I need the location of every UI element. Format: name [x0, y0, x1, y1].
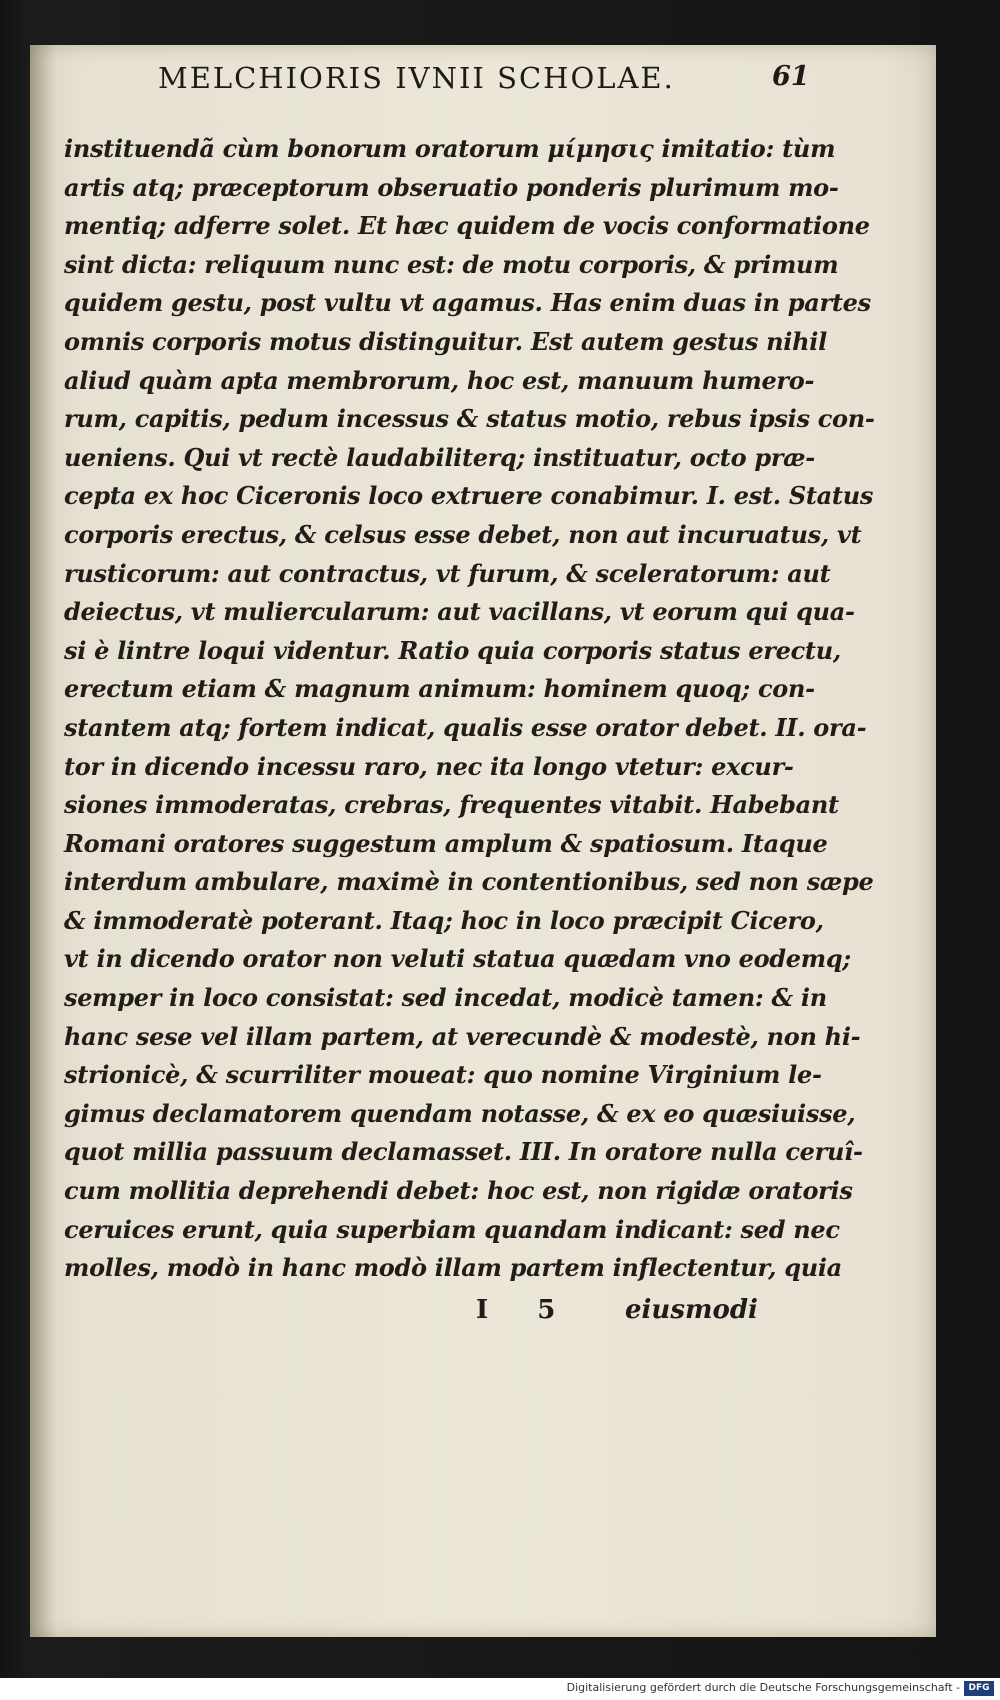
funding-credit: Digitalisierung gefördert durch die Deutsche Forschungsgemeinschaft -	[566, 1681, 960, 1694]
text-line: deiectus, vt muliercularum: aut vacillans, vt eorum qui qua-	[64, 597, 855, 627]
text-line: mentiq; adferre solet. Et hæc quidem de vocis conformatione	[64, 211, 870, 241]
text-line: instituendã cùm bonorum oratorum μίμησις imitatio: tùm	[64, 134, 836, 163]
text-line: vt in dicendo orator non veluti statua quædam vno eodemq;	[64, 944, 851, 974]
text-line: quot millia passuum declamasset. III. In oratore nulla ceruî-	[64, 1137, 863, 1167]
text-line: erectum etiam & magnum animum: hominem quoq; con-	[64, 674, 815, 704]
folio-number: 61	[772, 61, 810, 92]
page-footer-row	[30, 1295, 936, 1339]
text-line: Romani oratores suggestum amplum & spatiosum. Itaque	[64, 828, 828, 858]
dfg-logo-icon: DFG	[964, 1681, 994, 1696]
text-line: ceruices erunt, quia superbiam quandam indicant: sed nec	[64, 1214, 840, 1244]
text-line: & immoderatè poterant. Itaq; hoc in loco præcipit Cicero,	[64, 905, 824, 935]
body-text	[64, 130, 875, 1288]
text-line: interdum ambulare, maximè in contentionibus, sed non sæpe	[64, 867, 874, 897]
text-line: tor in dicendo incessu raro, nec ita longo vtetur: excur-	[64, 751, 794, 781]
text-line: molles, modò in hanc modò illam partem inflectentur, quia	[64, 1253, 842, 1283]
text-line: cum mollitia deprehendi debet: hoc est, non rigidæ oratoris	[64, 1176, 853, 1206]
text-line: hanc sese vel illam partem, at verecundè & modestè, non hi-	[64, 1021, 861, 1051]
text-line: si è lintre loqui videntur. Ratio quia corporis status erectu,	[64, 635, 841, 665]
text-line: aliud quàm apta membrorum, hoc est, manuum humero-	[64, 365, 815, 395]
text-line: rum, capitis, pedum incessus & status motio, rebus ipsis con-	[64, 404, 875, 434]
text-line: gimus declamatorem quendam notasse, & ex eo quæsiuisse,	[64, 1098, 856, 1128]
text-line: strionicè, & scurriliter moueat: quo nomine Virginium le-	[64, 1060, 822, 1090]
text-line: omnis corporis motus distinguitur. Est autem gestus nihil	[64, 326, 827, 356]
book-page	[30, 45, 936, 1637]
page-header	[30, 55, 936, 105]
text-line: quidem gestu, post vultu vt agamus. Has enim duas in partes	[64, 288, 871, 318]
text-line: ueniens. Qui vt rectè laudabiliterq; instituatur, octo præ-	[64, 442, 815, 472]
text-line: artis atq; præceptorum obseruatio ponderis plurimum mo-	[64, 172, 839, 202]
text-line: sint dicta: reliquum nunc est: de motu corporis, & primum	[64, 249, 839, 279]
catchword: eiusmodi	[625, 1295, 758, 1325]
text-line: corporis erectus, & celsus esse debet, non aut incuruatus, vt	[64, 519, 862, 549]
text-line: cepta ex hoc Ciceronis loco extruere conabimur. I. est. Status	[64, 481, 874, 511]
digitization-footer	[0, 1678, 1000, 1700]
signature-mark: I 5	[476, 1295, 576, 1325]
text-line: siones immoderatas, crebras, frequentes vitabit. Habebant	[64, 790, 839, 820]
running-head: MELCHIORIS IVNII SCHOLAE.	[158, 61, 675, 95]
text-line: rusticorum: aut contractus, vt furum, & sceleratorum: aut	[64, 558, 831, 588]
text-line: semper in loco consistat: sed incedat, modicè tamen: & in	[64, 983, 827, 1013]
text-line: stantem atq; fortem indicat, qualis esse orator debet. II. ora-	[64, 712, 867, 742]
